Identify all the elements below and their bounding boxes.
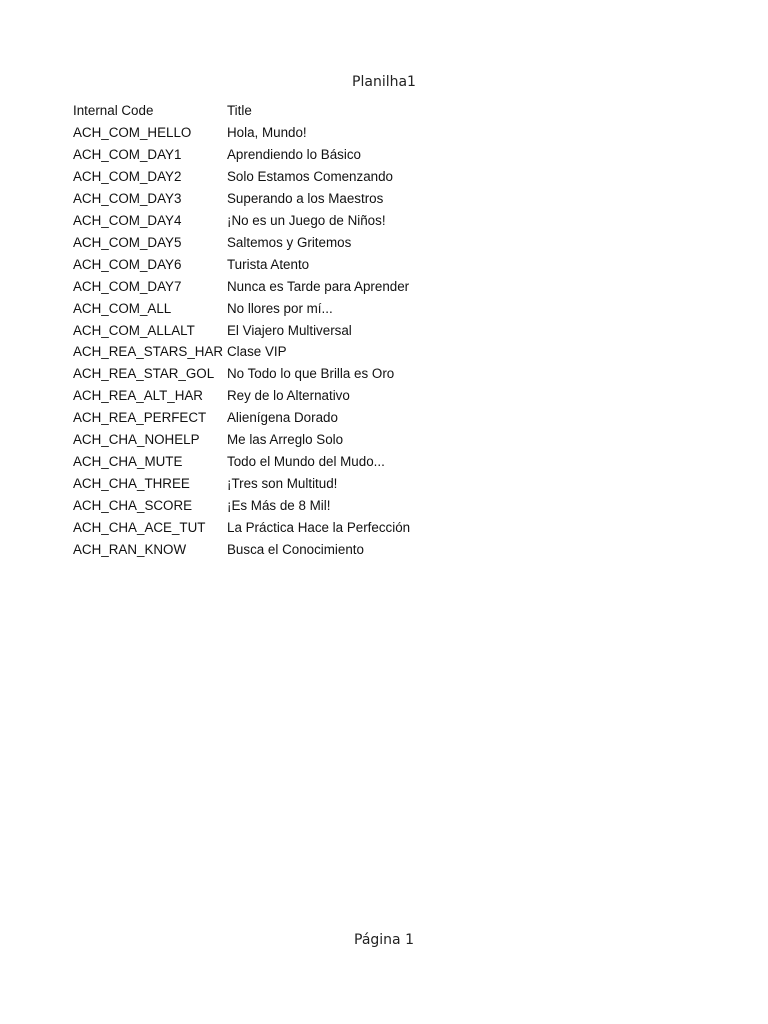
title-cell: ¡No es un Juego de Niños! xyxy=(227,212,386,228)
title-cell: La Práctica Hace la Perfección xyxy=(227,520,411,536)
title-cell: Busca el Conocimiento xyxy=(227,542,364,558)
table-row xyxy=(73,188,467,210)
internal-code-cell: ACH_COM_DAY5 xyxy=(73,234,182,250)
internal-code-cell: ACH_COM_DAY4 xyxy=(73,212,182,228)
internal-code-cell: ACH_COM_DAY3 xyxy=(73,190,182,206)
internal-code-cell: ACH_COM_ALLALT xyxy=(73,322,195,338)
table-row xyxy=(73,385,467,407)
table-row xyxy=(73,517,467,539)
internal-code-cell: ACH_CHA_SCORE xyxy=(73,498,193,514)
title-cell: Alienígena Dorado xyxy=(227,410,338,426)
internal-code-cell: ACH_COM_DAY7 xyxy=(73,278,182,294)
sheet-title: Planilha1 xyxy=(352,74,416,90)
title-cell: Superando a los Maestros xyxy=(227,190,384,206)
table-row xyxy=(73,276,467,298)
title-cell: Me las Arreglo Solo xyxy=(227,432,344,448)
table-row xyxy=(73,320,467,342)
column-header-title: Title xyxy=(227,103,252,118)
internal-code-cell: ACH_COM_DAY1 xyxy=(73,146,182,162)
achievements-table xyxy=(73,100,467,561)
table-row xyxy=(73,298,467,320)
title-cell: Aprendiendo lo Básico xyxy=(227,146,361,162)
title-cell: Saltemos y Gritemos xyxy=(227,234,352,250)
title-cell: Hola, Mundo! xyxy=(227,124,307,140)
internal-code-cell: ACH_REA_PERFECT xyxy=(73,410,207,426)
title-cell: Todo el Mundo del Mudo... xyxy=(227,454,385,470)
table-header-row xyxy=(73,100,467,122)
internal-code-cell: ACH_CHA_MUTE xyxy=(73,454,183,470)
title-cell: Clase VIP xyxy=(227,344,287,360)
internal-code-cell: ACH_CHA_NOHELP xyxy=(73,432,200,448)
table-row xyxy=(73,539,467,561)
table-row xyxy=(73,451,467,473)
internal-code-cell: ACH_COM_ALL xyxy=(73,300,172,316)
table-row xyxy=(73,473,467,495)
table-row xyxy=(73,166,467,188)
internal-code-cell: ACH_COM_DAY6 xyxy=(73,256,182,272)
table-row xyxy=(73,144,467,166)
title-cell: ¡Es Más de 8 Mil! xyxy=(227,498,331,514)
title-cell: No Todo lo que Brilla es Oro xyxy=(227,366,395,382)
internal-code-cell: ACH_REA_STAR_GOL xyxy=(73,366,215,382)
title-cell: Nunca es Tarde para Aprender xyxy=(227,278,410,294)
title-cell: Turista Atento xyxy=(227,256,310,272)
table-row xyxy=(73,232,467,254)
table-row xyxy=(73,407,467,429)
column-header-internal-code: Internal Code xyxy=(73,103,154,118)
internal-code-cell: ACH_COM_HELLO xyxy=(73,124,192,140)
page-footer: Página 1 xyxy=(354,932,414,948)
internal-code-cell: ACH_COM_DAY2 xyxy=(73,168,182,184)
table-row xyxy=(73,341,467,363)
internal-code-cell: ACH_REA_STARS_HAR xyxy=(73,344,224,360)
table-row xyxy=(73,429,467,451)
table-row xyxy=(73,122,467,144)
title-cell: ¡Tres son Multitud! xyxy=(227,476,338,492)
title-cell: Solo Estamos Comenzando xyxy=(227,168,393,184)
internal-code-cell: ACH_CHA_ACE_TUT xyxy=(73,520,206,536)
table-row xyxy=(73,363,467,385)
internal-code-cell: ACH_RAN_KNOW xyxy=(73,542,187,558)
internal-code-cell: ACH_REA_ALT_HAR xyxy=(73,388,203,404)
title-cell: Rey de lo Alternativo xyxy=(227,388,350,404)
table-row xyxy=(73,210,467,232)
internal-code-cell: ACH_CHA_THREE xyxy=(73,476,190,492)
title-cell: No llores por mí... xyxy=(227,300,333,316)
title-cell: El Viajero Multiversal xyxy=(227,322,352,338)
table-row xyxy=(73,495,467,517)
table-row xyxy=(73,254,467,276)
